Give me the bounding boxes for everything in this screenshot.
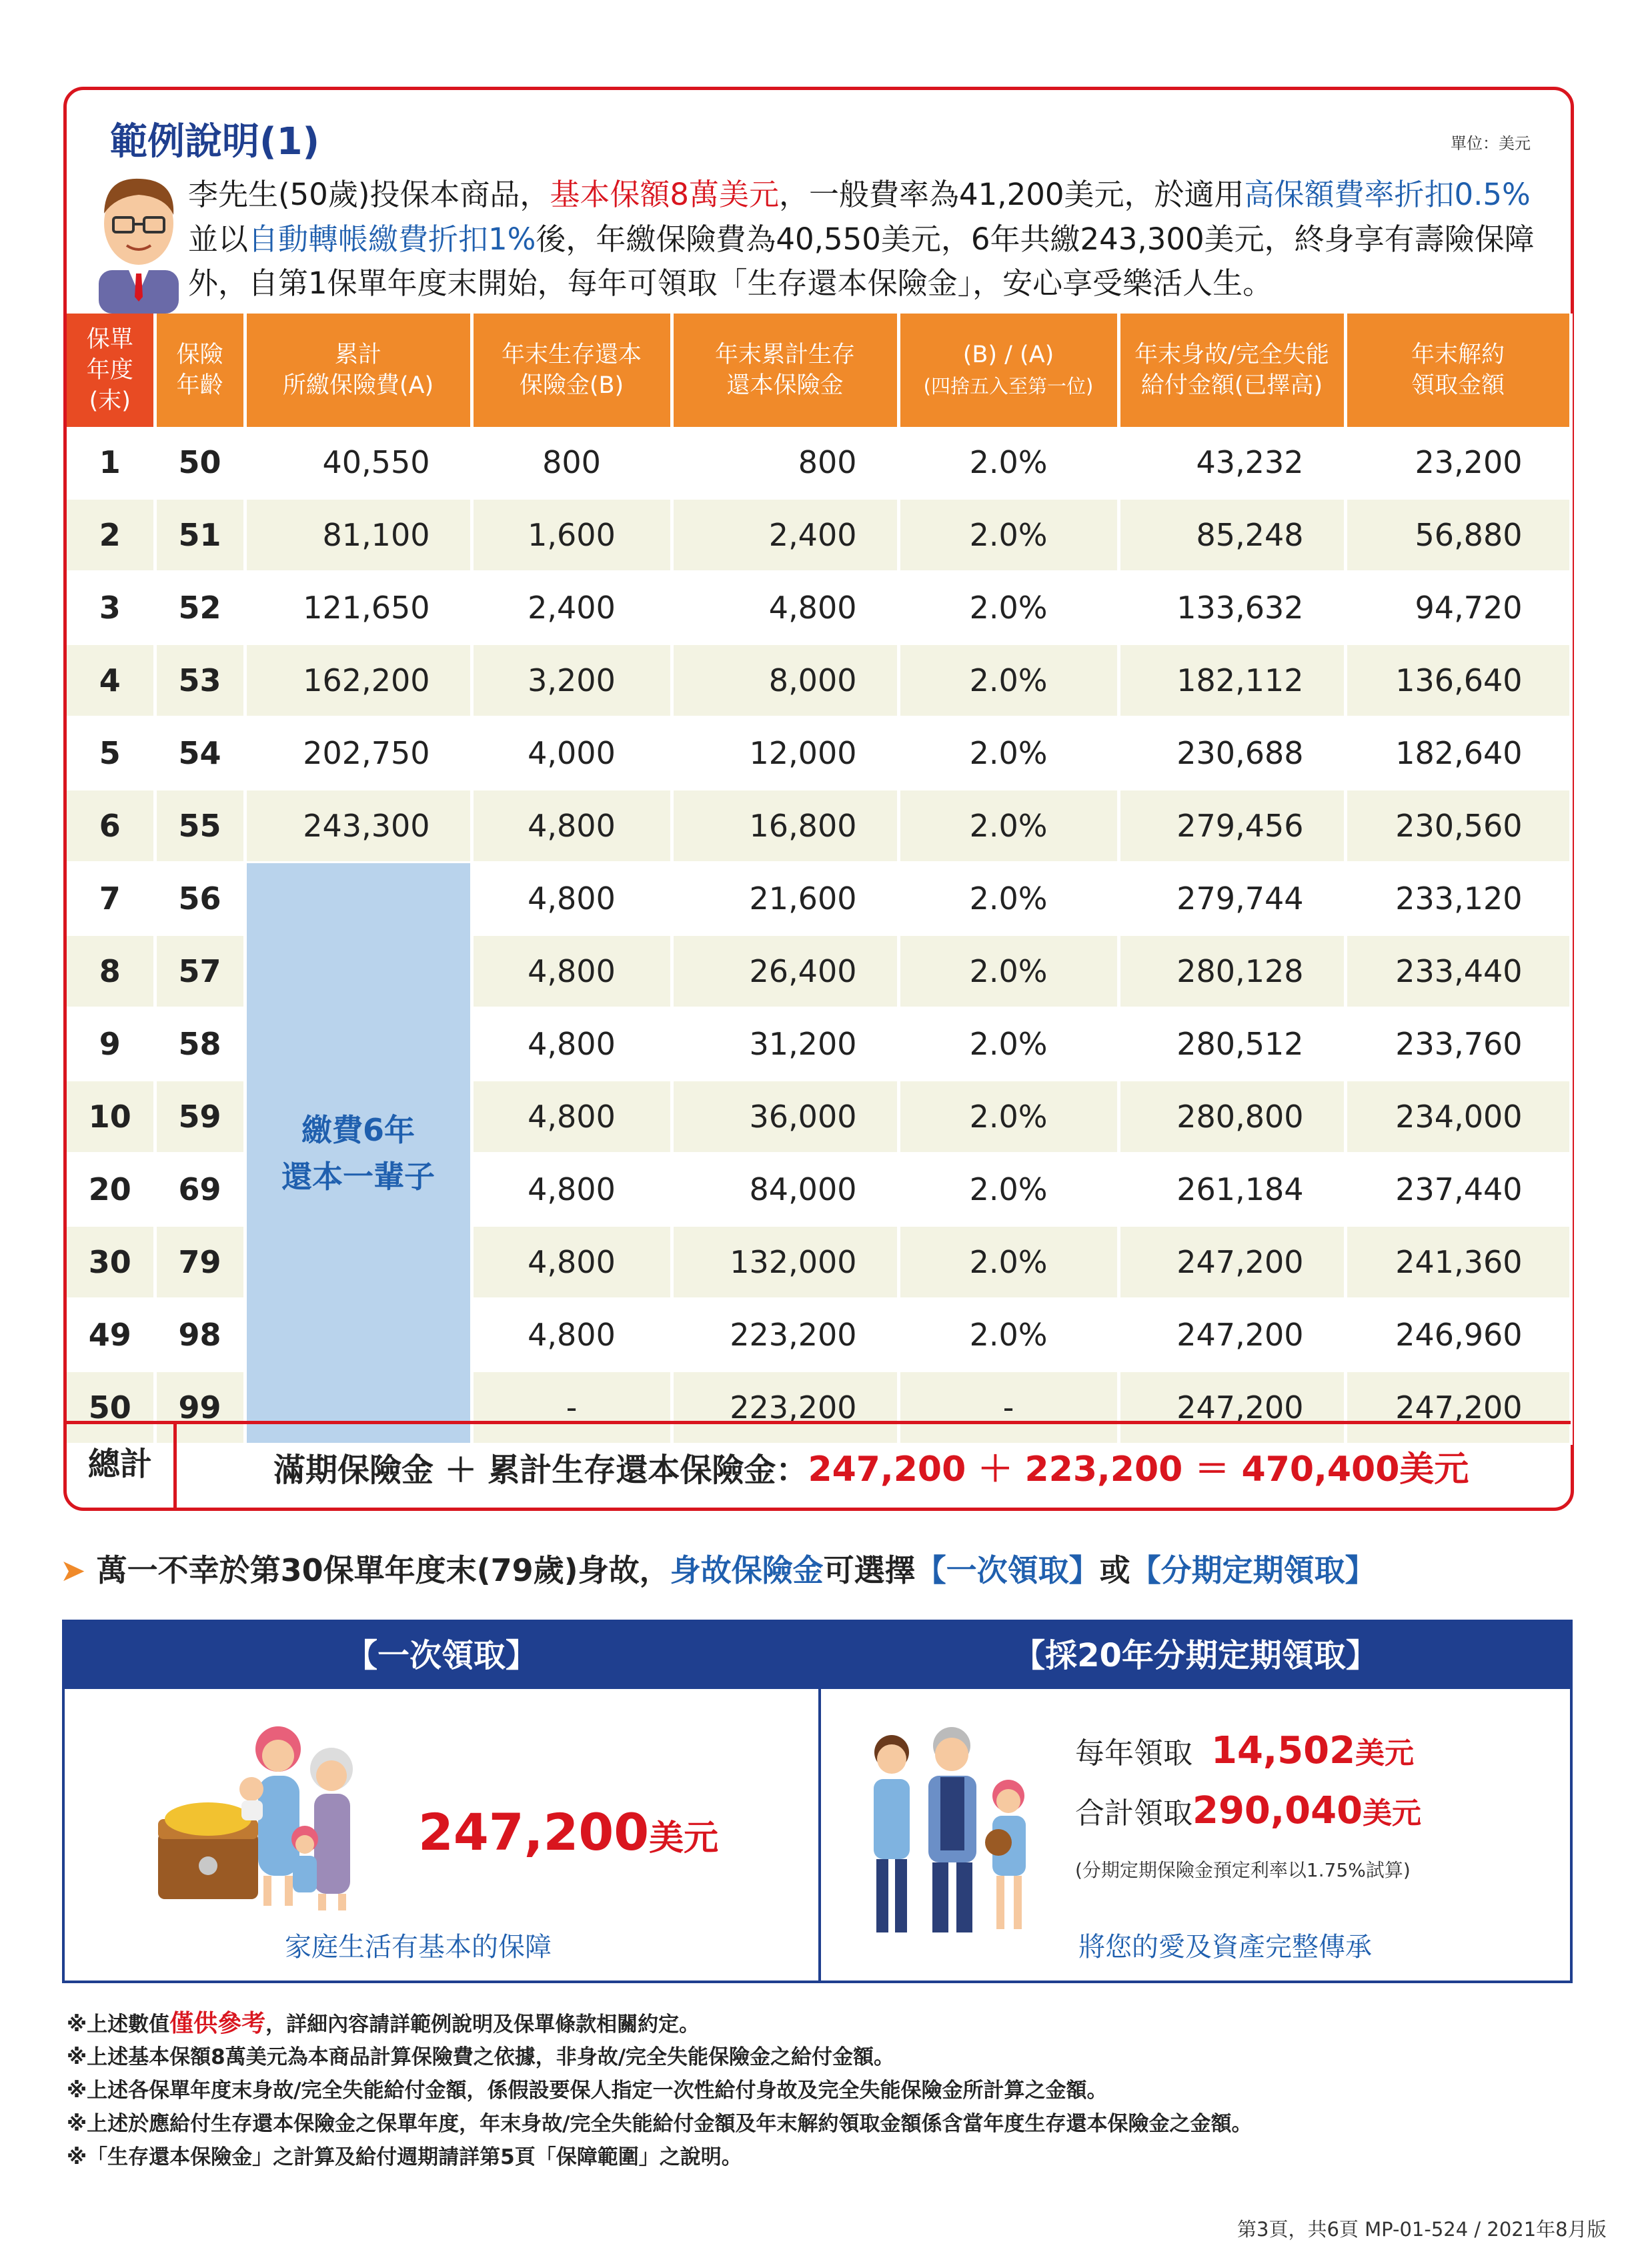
- cell-death-benefit: 280,128: [1118, 935, 1345, 1008]
- description-line-1: 李先生(50歲)投保本商品，基本保額8萬美元，一般費率為41,200美元，於適用高保額費率折扣0.5%: [188, 177, 1531, 212]
- cell-surrender: 136,640: [1345, 644, 1571, 717]
- cell-premium: 121,650: [245, 572, 472, 644]
- cell-death-benefit: 279,744: [1118, 863, 1345, 935]
- cell-year: 49: [67, 1299, 155, 1371]
- cell-cumulative: 12,000: [672, 717, 898, 790]
- note-2: ※上述基本保額8萬美元為本商品計算保險費之依據，非身故/完全失能保險金之給付金額。: [67, 2045, 895, 2069]
- cell-age: 69: [155, 1153, 245, 1226]
- cell-premium: 243,300: [245, 790, 472, 863]
- family-icon: [862, 1722, 1042, 1936]
- unit-label: 單位：美元: [1451, 134, 1531, 153]
- cell-premium: 40,550: [245, 427, 472, 499]
- cell-survival: 800: [472, 427, 672, 499]
- cell-survival: 4,800: [472, 790, 672, 863]
- cell-year: 20: [67, 1153, 155, 1226]
- cell-year: 3: [67, 572, 155, 644]
- cell-age: 58: [155, 1008, 245, 1081]
- installment-rate-note: (分期定期保險金預定利率以1.75%試算): [1075, 1859, 1411, 1881]
- table-row: [67, 499, 1571, 572]
- cell-survival: 4,000: [472, 717, 672, 790]
- cell-cumulative: 800: [672, 427, 898, 499]
- cell-death-benefit: 280,800: [1118, 1081, 1345, 1153]
- cell-age: 52: [155, 572, 245, 644]
- family-treasure-icon: [151, 1719, 371, 1912]
- cell-cumulative: 16,800: [672, 790, 898, 863]
- table-row: [67, 790, 1571, 863]
- cell-year: 6: [67, 790, 155, 863]
- total-label: 總計: [67, 1424, 177, 1508]
- cell-age: 51: [155, 499, 245, 572]
- cell-death-benefit: 247,200: [1118, 1371, 1345, 1444]
- cell-age: 53: [155, 644, 245, 717]
- cell-survival: 4,800: [472, 1153, 672, 1226]
- cell-ratio: 2.0%: [898, 1008, 1118, 1081]
- cell-survival: 4,800: [472, 1299, 672, 1371]
- note-3: ※上述各保單年度末身故/完全失能給付金額，係假設要保人指定一次性給付身故及完全失能保險金所計算之金額。: [67, 2079, 1108, 2103]
- cell-ratio: 2.0%: [898, 1081, 1118, 1153]
- cell-ratio: 2.0%: [898, 717, 1118, 790]
- table-row: [67, 427, 1571, 499]
- cell-premium: 162,200: [245, 644, 472, 717]
- cell-year: 5: [67, 717, 155, 790]
- cell-survival: 4,800: [472, 1008, 672, 1081]
- cell-surrender: 56,880: [1345, 499, 1571, 572]
- cell-death-benefit: 247,200: [1118, 1299, 1345, 1371]
- cell-ratio: -: [898, 1371, 1118, 1444]
- cell-year: 10: [67, 1081, 155, 1153]
- total-formula: 247,200 ＋ 223,200 ＝ 470,400美元: [808, 1450, 1469, 1490]
- cell-age: 79: [155, 1226, 245, 1299]
- cell-age: 98: [155, 1299, 245, 1371]
- header-surrender: 年末解約 領取金額: [1345, 314, 1571, 427]
- death-benefit-line: ➤ 萬一不幸於第30保單年度末(79歲)身故，身故保險金可選擇【一次領取】或【分期定期領取】: [60, 1552, 1376, 1588]
- cell-age: 56: [155, 863, 245, 935]
- section-title: 範例說明(1): [110, 120, 320, 163]
- cell-cumulative: 84,000: [672, 1153, 898, 1226]
- cell-survival: 4,800: [472, 1226, 672, 1299]
- header-premium: 累計 所繳保險費(A): [245, 314, 472, 427]
- cell-ratio: 2.0%: [898, 572, 1118, 644]
- cell-age: 55: [155, 790, 245, 863]
- cell-cumulative: 31,200: [672, 1008, 898, 1081]
- cell-surrender: 237,440: [1345, 1153, 1571, 1226]
- cell-cumulative: 8,000: [672, 644, 898, 717]
- cell-age: 59: [155, 1081, 245, 1153]
- cell-cumulative: 26,400: [672, 935, 898, 1008]
- cell-year: 50: [67, 1371, 155, 1444]
- cell-premium: 202,750: [245, 717, 472, 790]
- cell-death-benefit: 247,200: [1118, 1226, 1345, 1299]
- total-row: [67, 1421, 1571, 1508]
- cell-surrender: 23,200: [1345, 427, 1571, 499]
- cell-ratio: 2.0%: [898, 1226, 1118, 1299]
- table-row: [67, 572, 1571, 644]
- cell-year: 4: [67, 644, 155, 717]
- header-ratio: (B) / (A) (四捨五入至第一位): [898, 314, 1118, 427]
- cell-ratio: 2.0%: [898, 790, 1118, 863]
- total-text: 滿期保險金 ＋ 累計生存還本保險金：247,200 ＋ 223,200 ＝ 470,400美元: [273, 1450, 1469, 1490]
- cell-cumulative: 4,800: [672, 572, 898, 644]
- cell-ratio: 2.0%: [898, 1299, 1118, 1371]
- lump-sum-amount: 247,200美元: [418, 1802, 719, 1862]
- cell-survival: 3,200: [472, 644, 672, 717]
- cell-survival: -: [472, 1371, 672, 1444]
- cell-age: 54: [155, 717, 245, 790]
- arrow-right-icon: ➤: [60, 1552, 86, 1588]
- cell-survival: 4,800: [472, 863, 672, 935]
- cell-ratio: 2.0%: [898, 499, 1118, 572]
- table-row: [67, 717, 1571, 790]
- cell-death-benefit: 43,232: [1118, 427, 1345, 499]
- benefit-table: [67, 314, 1571, 1445]
- table-row: [67, 863, 1571, 935]
- cell-surrender: 94,720: [1345, 572, 1571, 644]
- annual-payout: 每年領取 14,502美元: [1075, 1729, 1415, 1772]
- cell-survival: 4,800: [472, 935, 672, 1008]
- cell-premium: 81,100: [245, 499, 472, 572]
- cell-surrender: 241,360: [1345, 1226, 1571, 1299]
- installment-caption: 將您的愛及資產完整傳承: [1078, 1932, 1372, 1962]
- cell-year: 2: [67, 499, 155, 572]
- cell-age: 50: [155, 427, 245, 499]
- cell-survival: 2,400: [472, 572, 672, 644]
- cell-death-benefit: 133,632: [1118, 572, 1345, 644]
- cell-year: 9: [67, 1008, 155, 1081]
- table-row: [67, 644, 1571, 717]
- cell-surrender: 233,120: [1345, 863, 1571, 935]
- cell-year: 8: [67, 935, 155, 1008]
- total-payout: 合計領取290,040美元: [1075, 1789, 1422, 1832]
- cell-cumulative: 21,600: [672, 863, 898, 935]
- man-avatar-icon: [85, 160, 192, 314]
- installment-header: 【採20年分期定期領取】: [821, 1622, 1570, 1689]
- page-footer: 第3頁，共6頁 MP-01-524 / 2021年8月版: [1237, 2218, 1607, 2241]
- cell-cumulative: 2,400: [672, 499, 898, 572]
- lump-sum-header: 【一次領取】: [65, 1622, 818, 1689]
- note-4: ※上述於應給付生存還本保險金之保單年度，年末身故/完全失能給付金額及年末解約領取金額係含當年度生存還本保險金之金額。: [67, 2112, 1253, 2136]
- cell-year: 30: [67, 1226, 155, 1299]
- cell-age: 99: [155, 1371, 245, 1444]
- cell-death-benefit: 279,456: [1118, 790, 1345, 863]
- cell-surrender: 234,000: [1345, 1081, 1571, 1153]
- lump-sum-caption: 家庭生活有基本的保障: [285, 1932, 552, 1962]
- description-line-2: 並以自動轉帳繳費折扣1%後，年繳保險費為40,550美元，6年共繳243,300美元，終身享有壽險保障: [188, 221, 1535, 257]
- cell-survival: 1,600: [472, 499, 672, 572]
- benefit-options-box: [62, 1620, 1573, 1983]
- cell-surrender: 182,640: [1345, 717, 1571, 790]
- note-1: ※上述數值僅供參考，詳細內容請詳範例說明及保單條款相關約定。: [67, 2010, 700, 2037]
- cell-year: 7: [67, 863, 155, 935]
- cell-cumulative: 223,200: [672, 1299, 898, 1371]
- merged-payment-label: 繳費6年 還本一輩子: [245, 863, 472, 1444]
- cell-cumulative: 132,000: [672, 1226, 898, 1299]
- cell-survival: 4,800: [472, 1081, 672, 1153]
- cell-death-benefit: 280,512: [1118, 1008, 1345, 1081]
- panel-divider: [818, 1622, 821, 1983]
- cell-surrender: 247,200: [1345, 1371, 1571, 1444]
- header-cumulative: 年末累計生存 還本保險金: [672, 314, 898, 427]
- note-5: ※「生存還本保險金」之計算及給付週期請詳第5頁「保障範圍」之說明。: [67, 2145, 742, 2169]
- cell-death-benefit: 261,184: [1118, 1153, 1345, 1226]
- cell-ratio: 2.0%: [898, 644, 1118, 717]
- cell-death-benefit: 230,688: [1118, 717, 1345, 790]
- cell-cumulative: 223,200: [672, 1371, 898, 1444]
- cell-death-benefit: 182,112: [1118, 644, 1345, 717]
- cell-surrender: 233,440: [1345, 935, 1571, 1008]
- cell-surrender: 233,760: [1345, 1008, 1571, 1081]
- cell-ratio: 2.0%: [898, 1153, 1118, 1226]
- header-age: 保險 年齡: [155, 314, 245, 427]
- cell-ratio: 2.0%: [898, 863, 1118, 935]
- cell-ratio: 2.0%: [898, 427, 1118, 499]
- cell-surrender: 246,960: [1345, 1299, 1571, 1371]
- header-policy-year: 保單 年度 (末): [67, 314, 155, 427]
- cell-year: 1: [67, 427, 155, 499]
- header-death-benefit: 年末身故/完全失能 給付金額(已擇高): [1118, 314, 1345, 427]
- description-line-3: 外，自第1保單年度末開始，每年可領取「生存還本保險金」，安心享受樂活人生。: [188, 265, 1273, 301]
- cell-death-benefit: 85,248: [1118, 499, 1345, 572]
- header-survival: 年末生存還本 保險金(B): [472, 314, 672, 427]
- cell-ratio: 2.0%: [898, 935, 1118, 1008]
- cell-surrender: 230,560: [1345, 790, 1571, 863]
- cell-age: 57: [155, 935, 245, 1008]
- cell-cumulative: 36,000: [672, 1081, 898, 1153]
